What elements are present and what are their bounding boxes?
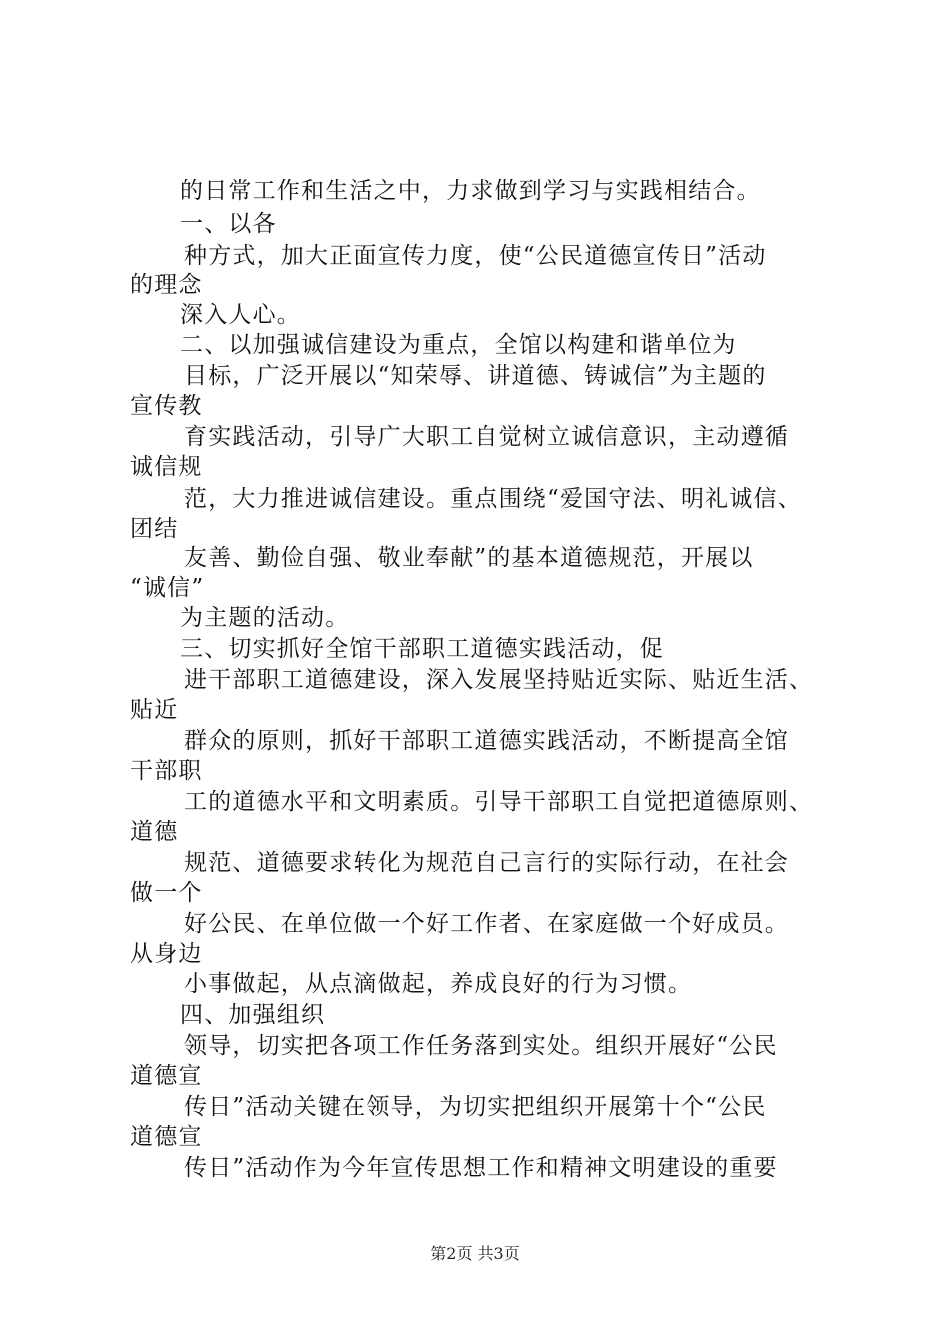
paragraph-line: 友善、勤俭自强、敬业奉献”的基本道德规范，开展以 (184, 545, 754, 571)
paragraph-line: 工的道德水平和文明素质。引导干部职工自觉把道德原则、 (184, 789, 814, 815)
paragraph-line: 范，大力推进诚信建设。重点围绕“爱国守法、明礼诚信、 (184, 486, 802, 512)
paragraph-line: 好公民、在单位做一个好工作者、在家庭做一个好成员。 (184, 911, 789, 937)
paragraph-line: 做一个 (130, 880, 203, 906)
paragraph-line: 四、加强组织 (180, 1002, 326, 1028)
paragraph-line: 育实践活动，引导广大职工自觉树立诚信意识，主动遵循 (184, 424, 789, 450)
paragraph-line: 领导，切实把各项工作任务落到实处。组织开展好“公民 (184, 1033, 778, 1059)
paragraph-line: 目标，广泛开展以“知荣辱、讲道德、铸诚信”为主题的 (184, 363, 767, 389)
paragraph-line: 宣传教 (130, 393, 203, 419)
paragraph-line: 进干部职工道德建设，深入发展坚持贴近实际、贴近生活、 (184, 667, 814, 693)
paragraph-line: 群众的原则，抓好干部职工道德实践活动，不断提高全馆 (184, 728, 789, 754)
paragraph-line: 小事做起，从点滴做起，养成良好的行为习惯。 (184, 971, 693, 997)
paragraph-line: 的日常工作和生活之中，力求做到学习与实践相结合。 (180, 178, 761, 204)
paragraph-line: 三、切实抓好全馆干部职工道德实践活动，促 (180, 636, 664, 662)
page-footer: 第2页 共3页 (430, 1244, 520, 1263)
paragraph-line: 团结 (130, 516, 179, 542)
paragraph-line: 二、以加强诚信建设为重点，全馆以构建和谐单位为 (180, 332, 737, 358)
paragraph-line: 种方式，加大正面宣传力度，使“公民道德宣传日”活动 (184, 243, 767, 269)
paragraph-line: 道德 (130, 819, 179, 845)
paragraph-line: 贴近 (130, 697, 179, 723)
paragraph-line: 一、以各 (180, 211, 277, 237)
paragraph-line: 道德宣 (130, 1124, 203, 1150)
paragraph-line: 的理念 (130, 272, 203, 298)
paragraph-line: 规范、道德要求转化为规范自己言行的实际行动，在社会 (184, 850, 789, 876)
paragraph-line: 从身边 (130, 941, 203, 967)
paragraph-line: 深入人心。 (180, 302, 301, 328)
paragraph-line: 诚信规 (130, 454, 203, 480)
paragraph-line: 传日”活动作为今年宣传思想工作和精神文明建设的重要 (184, 1155, 778, 1181)
paragraph-line: 为主题的活动。 (180, 605, 350, 631)
paragraph-line: 干部职 (130, 758, 203, 784)
paragraph-line: 道德宣 (130, 1063, 203, 1089)
paragraph-line: 传日”活动关键在领导，为切实把组织开展第十个“公民 (184, 1094, 767, 1120)
paragraph-line: “诚信” (130, 575, 205, 601)
